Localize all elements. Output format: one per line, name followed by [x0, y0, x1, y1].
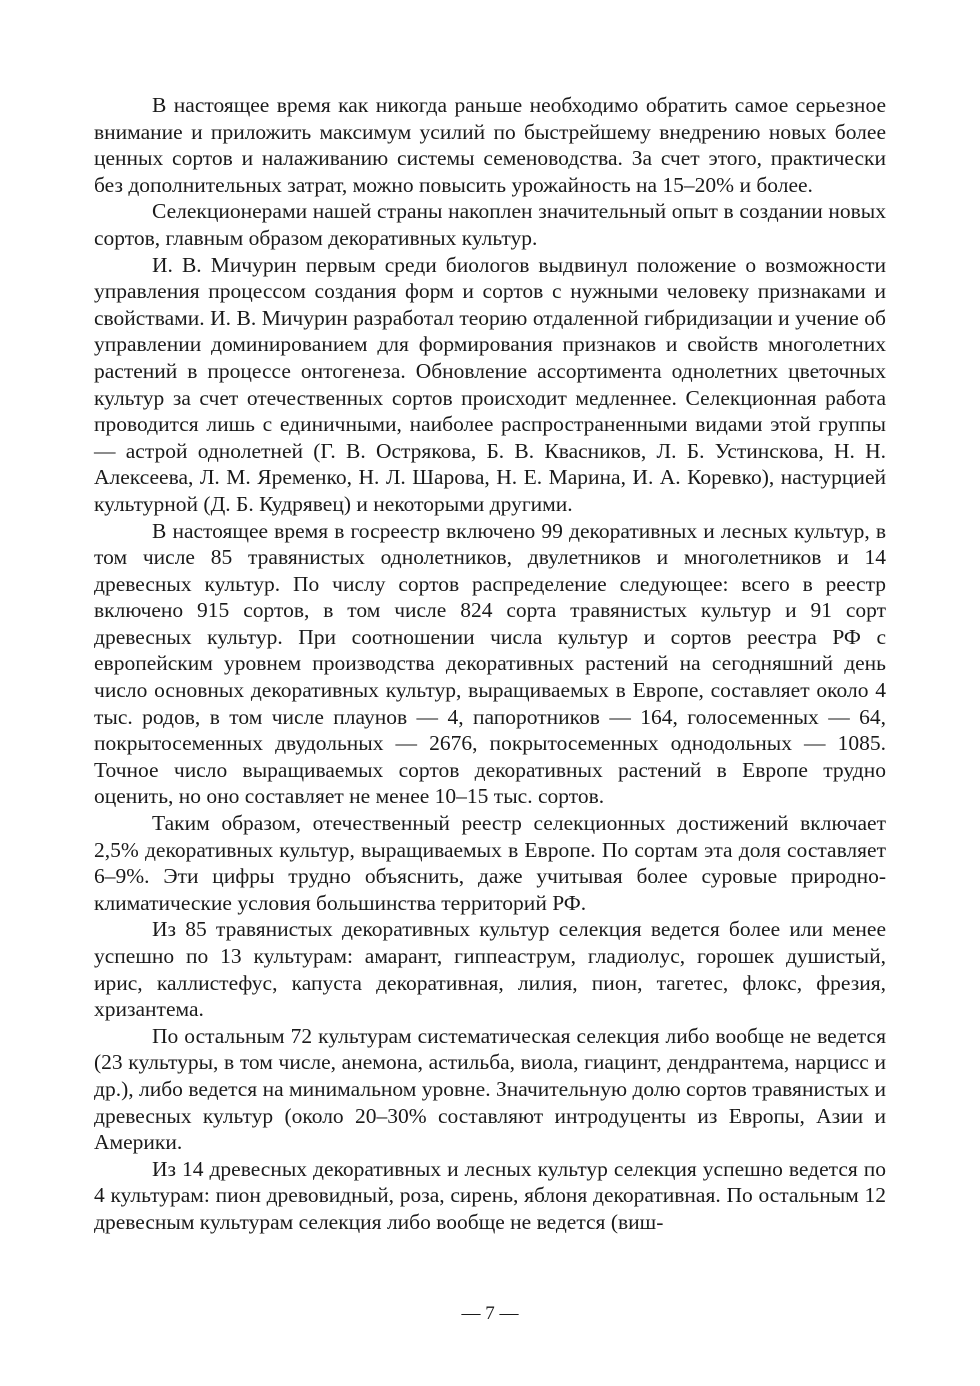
paragraph-5: Таким образом, отечественный реестр селекционных достижений включает 2,5% декоративных культур, выращиваемых в Европе. По сортам эта доля составляет 6–9%. Эти цифры трудно объяснить, даже учитывая более суровые природно-климатические условия большинства территорий РФ.	[94, 811, 886, 915]
paragraph-3: И. В. Мичурин первым среди биологов выдвинул положение о возможности управления процессом создания форм и сортов с нужными человеку признаками и свойствами. И. В. Мичурин разработал теорию отдаленной гибридизации и учение об управлении доминированием для формирования признаков и свойств многолетних растений в процессе онтогенеза. Обновление ассортимента однолетних цветочных культур за счет отечественных сортов происходит медленнее. Селекционная работа проводится лишь с единичными, наиболее распространенными видами этой группы — астрой однолетней (Г. В. Острякова, Б. В. Квасников, Л. Б. Устинскова, Н. Н. Алексеева, Л. М. Яременко, Н. Л. Шарова, Н. Е. Марина, И. А. Коревко), настурцией культурной (Д. Б. Кудрявец) и некоторыми другими.	[94, 252, 886, 516]
paragraph-6: Из 85 травянистых декоративных культур селекция ведется более или менее успешно по 13 культурам: амарант, гиппеаструм, гладиолус, горошек душистый, ирис, каллистефус, капуста декоративная, лилия, пион, тагетес, флокс, фрезия, хризантема.	[94, 917, 886, 1022]
paragraph-7: По остальным 72 культурам систематическая селекция либо вообще не ведется (23 культуры, в том числе, анемона, астильба, виола, гиацинт, дендрантема, нарцисс и др.), либо ведется на минимальном уровне. Значительную долю сортов травянистых и древесных культур (около 20–30% составляют интродуценты из Европы, Азии и Америки.	[94, 1023, 886, 1155]
paragraph-1: В настоящее время как никогда раньше необходимо обратить самое серьезное внимание и приложить максимум усилий по быстрейшему внедрению новых более ценных сортов и налаживанию системы семеноводства. За счет этого, практически без дополнительных затрат, можно повысить урожайность на 15–20% и более.	[94, 93, 886, 197]
paragraph-4: В настоящее время в госреестр включено 99 декоративных и лесных культур, в том числе 85 травянистых однолетников, двулетников и многолетников и 14 древесных культур. По числу сортов распределение следующее: всего в реестр включено 915 сортов, в том числе 824 сорта травянистых культур и 91 сорт древесных культур. При соотношении числа культур и сортов реестра РФ с европейским уровнем производства декоративных растений на сегодняшний день число основных декоративных культур, выращиваемых в Европе, составляет около 4 тыс. родов, в том числе плаунов — 4, папоротников — 164, голосеменных — 64, покрытосеменных двудольных — 2676, покрытосеменных однодольных — 1085. Точное число выращиваемых сортов декоративных растений в Европе трудно оценить, но оно составляет не менее 10–15 тыс. сортов.	[94, 518, 886, 809]
page-number: — 7 —	[461, 1303, 519, 1324]
paragraph-2: Селекционерами нашей страны накоплен значительный опыт в создании новых сортов, главным образом декоративных культур.	[94, 199, 886, 250]
paragraph-8: Из 14 древесных декоративных и лесных культур селекция успешно ведется по 4 культурам: пион древовидный, роза, сирень, яблоня декоративная. По остальным 12 древесным культурам селекция либо вообще не ведется (виш-	[94, 1156, 886, 1234]
page-body	[94, 92, 886, 1236]
